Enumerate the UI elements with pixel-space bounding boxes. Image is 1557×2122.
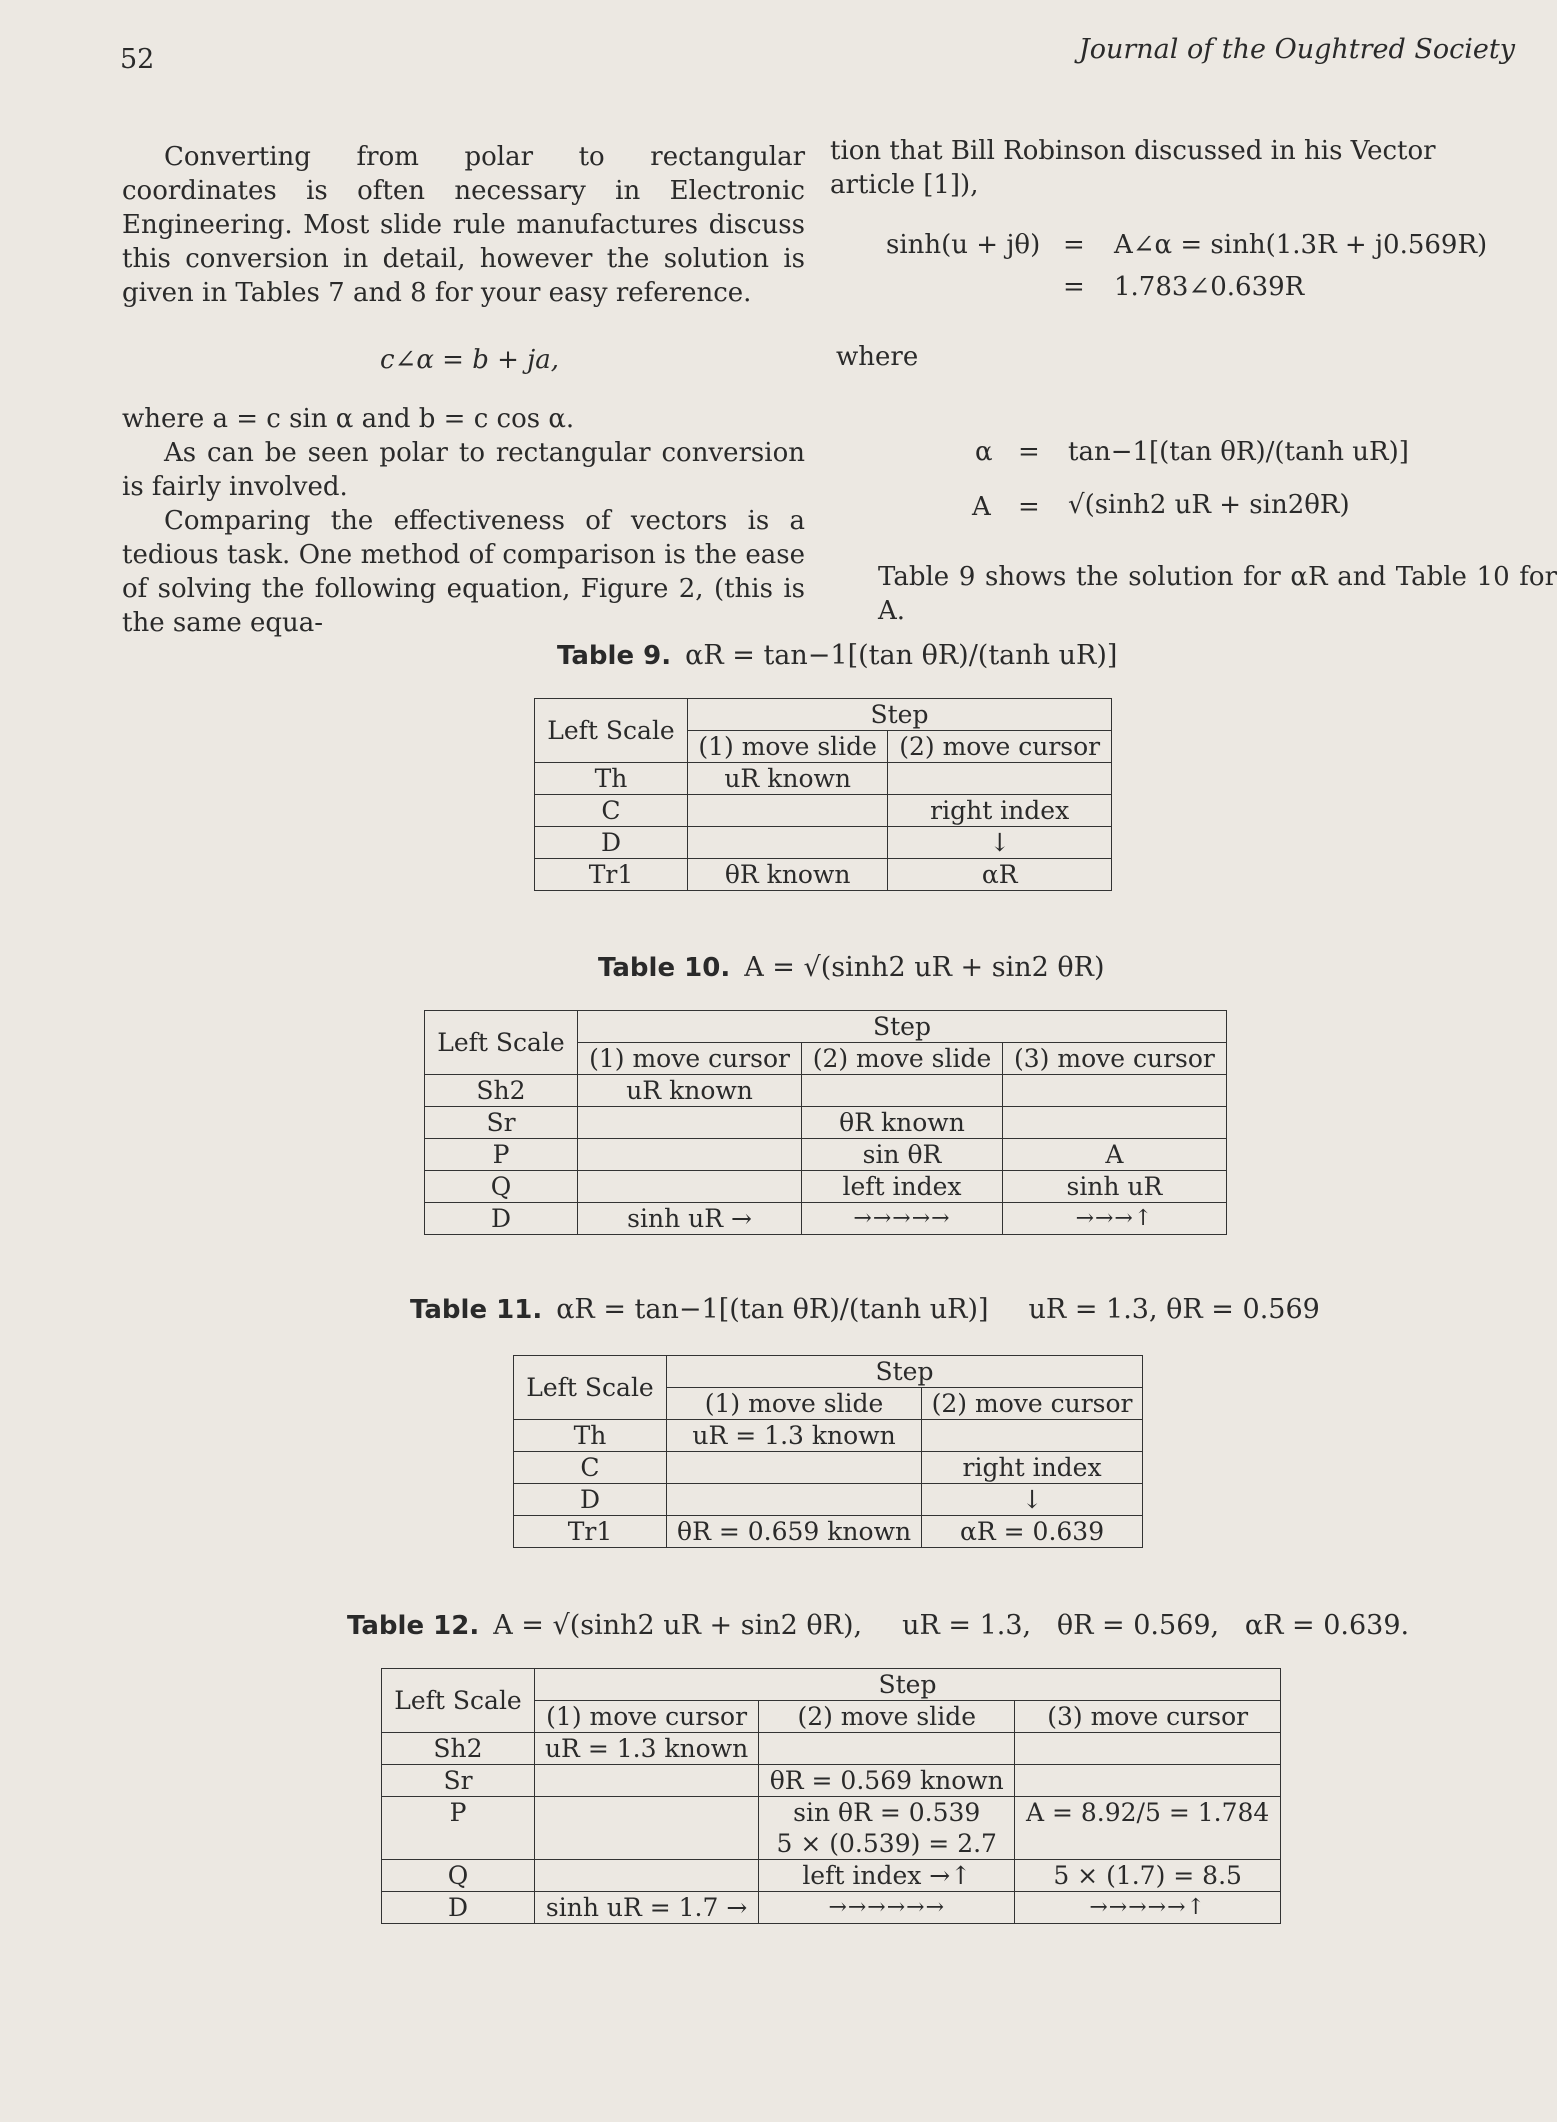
eq-sinh-eq1: =	[1063, 230, 1085, 260]
cell: A = 8.92/5 = 1.784	[1015, 1797, 1281, 1860]
cell: sinh uR →	[578, 1203, 802, 1235]
cell	[1002, 1075, 1226, 1107]
eq-A-eq: =	[1018, 492, 1040, 522]
cell: sin θR	[802, 1139, 1003, 1171]
table12-label: Table 12.	[347, 1611, 480, 1641]
cell	[1015, 1765, 1281, 1797]
table9-step-header: Step	[688, 699, 1112, 731]
table10-col3: (3) move cursor	[1002, 1043, 1226, 1075]
cell: D	[535, 827, 688, 859]
cell	[667, 1452, 922, 1484]
table10-col2: (2) move slide	[802, 1043, 1003, 1075]
table10-step-header: Step	[578, 1011, 1227, 1043]
cell: θR known	[688, 859, 888, 891]
table-row	[382, 1765, 1281, 1797]
cell: uR known	[578, 1075, 802, 1107]
cell	[759, 1733, 1015, 1765]
table12-caption	[347, 1610, 1409, 1641]
cell: D	[514, 1484, 667, 1516]
right-para-1: tion that Bill Robinson discussed in his Vector article [1]),	[830, 136, 1436, 200]
cell: left index	[802, 1171, 1003, 1203]
cell: Tr1	[514, 1516, 667, 1548]
cell	[578, 1107, 802, 1139]
table12-left-scale-header: Left Scale	[382, 1669, 535, 1733]
table11-params: uR = 1.3, θR = 0.569	[1028, 1294, 1320, 1325]
table12	[381, 1668, 1281, 1924]
table10	[424, 1010, 1227, 1235]
table11-col1: (1) move slide	[667, 1388, 922, 1420]
table-row	[535, 827, 1112, 859]
journal-title: Journal of the Oughtred Society	[1078, 34, 1515, 65]
table11	[513, 1355, 1143, 1548]
cell	[535, 1797, 759, 1860]
table9	[534, 698, 1112, 891]
page-number: 52	[120, 44, 155, 75]
table-row	[382, 1733, 1281, 1765]
eq-sinh-lhs: sinh(u + jθ)	[886, 230, 1041, 260]
cell: Q	[382, 1860, 535, 1892]
cell: right index	[888, 795, 1112, 827]
right-where: where	[836, 342, 919, 372]
cell: θR = 0.569 known	[759, 1765, 1015, 1797]
cell: 5 × (0.539) = 2.7	[759, 1828, 1015, 1860]
table11-left-scale-header: Left Scale	[514, 1356, 667, 1420]
cell: sinh uR	[1002, 1171, 1226, 1203]
table11-label: Table 11.	[410, 1295, 543, 1325]
cell: P	[382, 1797, 535, 1860]
cell: 5 × (1.7) = 8.5	[1015, 1860, 1281, 1892]
table10-col1: (1) move cursor	[578, 1043, 802, 1075]
eq-alpha-rhs: tan−1[(tan θR)/(tanh uR)]	[1068, 437, 1409, 467]
table-row	[514, 1420, 1143, 1452]
table-row	[425, 1075, 1227, 1107]
left-column-lower	[122, 402, 805, 640]
table-row	[535, 859, 1112, 891]
cell	[888, 763, 1112, 795]
eq-alpha-lhs: α	[975, 437, 993, 467]
cell: C	[514, 1452, 667, 1484]
left-para-1: Converting from polar to rectangular coordinates is often necessary in Electronic Engineering. Most slide rule manufactures discuss this conversion in detail, however the solution is given in Tables 7 and 8 for your easy reference.	[122, 142, 805, 308]
cell: Tr1	[535, 859, 688, 891]
table10-caption	[598, 952, 1105, 983]
cell: θR known	[802, 1107, 1003, 1139]
cell: uR = 1.3 known	[535, 1733, 759, 1765]
eq-sinh-rhs1: A∠α = sinh(1.3R + j0.569R)	[1114, 230, 1488, 260]
table12-step-header: Step	[535, 1669, 1281, 1701]
table9-formula: αR = tan−1[(tan θR)/(tanh uR)]	[685, 640, 1118, 671]
cell: D	[425, 1203, 578, 1235]
cell	[802, 1075, 1003, 1107]
cell: →→→→→↑	[1015, 1892, 1281, 1924]
cell	[688, 827, 888, 859]
table12-col3: (3) move cursor	[1015, 1701, 1281, 1733]
cell	[578, 1171, 802, 1203]
equation-polar: c∠α = b + ja,	[380, 345, 560, 375]
cell: Th	[514, 1420, 667, 1452]
cell: left index →↑	[759, 1860, 1015, 1892]
eq-A-lhs: A	[972, 492, 991, 522]
cell	[667, 1484, 922, 1516]
cell	[1002, 1107, 1226, 1139]
left-para-3: Comparing the effectiveness of vectors is a tedious task. One method of comparison is the ease of solving the following equation, Figure 2, (this is the same equa-	[122, 506, 805, 638]
left-para-2: As can be seen polar to rectangular conversion is fairly involved.	[122, 438, 805, 502]
cell: ↓	[922, 1484, 1143, 1516]
cell	[1015, 1733, 1281, 1765]
table12-params: uR = 1.3, θR = 0.569, αR = 0.639.	[902, 1610, 1410, 1641]
cell: Q	[425, 1171, 578, 1203]
cell: sinh uR = 1.7 →	[535, 1892, 759, 1924]
cell: ↓	[888, 827, 1112, 859]
table10-formula: A = √(sinh2 uR + sin2 θR)	[744, 952, 1105, 983]
cell: A	[1002, 1139, 1226, 1171]
table-row	[425, 1171, 1227, 1203]
table-row	[514, 1516, 1143, 1548]
cell	[922, 1420, 1143, 1452]
cell: Th	[535, 763, 688, 795]
table12-col1: (1) move cursor	[535, 1701, 759, 1733]
cell: αR	[888, 859, 1112, 891]
eq-alpha-eq: =	[1018, 437, 1040, 467]
table-row	[382, 1860, 1281, 1892]
cell: αR = 0.639	[922, 1516, 1143, 1548]
cell	[535, 1860, 759, 1892]
table11-col2: (2) move cursor	[922, 1388, 1143, 1420]
table-row	[425, 1139, 1227, 1171]
cell: →→→→→	[802, 1203, 1003, 1235]
cell: Sh2	[425, 1075, 578, 1107]
table9-col2: (2) move cursor	[888, 731, 1112, 763]
table11-step-header: Step	[667, 1356, 1143, 1388]
right-para-2: Table 9 shows the solution for αR and Table 10 for A.	[878, 562, 1557, 626]
eq-sinh-rhs2: 1.783∠0.639R	[1114, 272, 1305, 302]
table-row	[535, 795, 1112, 827]
cell	[688, 795, 888, 827]
cell: Sh2	[382, 1733, 535, 1765]
table-row	[425, 1203, 1227, 1235]
table-row	[425, 1107, 1227, 1139]
left-column	[122, 140, 805, 310]
table-row	[535, 763, 1112, 795]
table9-label: Table 9.	[557, 641, 672, 671]
cell: →→→↑	[1002, 1203, 1226, 1235]
table10-left-scale-header: Left Scale	[425, 1011, 578, 1075]
cell: C	[535, 795, 688, 827]
cell: →→→→→→	[759, 1892, 1015, 1924]
table12-col2: (2) move slide	[759, 1701, 1015, 1733]
cell: P	[425, 1139, 578, 1171]
table9-col1: (1) move slide	[688, 731, 888, 763]
cell: right index	[922, 1452, 1143, 1484]
cell: D	[382, 1892, 535, 1924]
table11-caption	[410, 1294, 1320, 1325]
cell: sin θR = 0.539	[759, 1797, 1015, 1829]
eq-A-rhs: √(sinh2 uR + sin2θR)	[1068, 490, 1350, 520]
cell: uR known	[688, 763, 888, 795]
table-row	[514, 1484, 1143, 1516]
table11-formula: αR = tan−1[(tan θR)/(tanh uR)]	[556, 1294, 989, 1325]
table-row	[382, 1797, 1281, 1829]
table9-left-scale-header: Left Scale	[535, 699, 688, 763]
cell: Sr	[425, 1107, 578, 1139]
eq-sinh-eq2: =	[1063, 272, 1085, 302]
table-row	[514, 1452, 1143, 1484]
table-row	[382, 1892, 1281, 1924]
where-line: where a = c sin α and b = c cos α.	[122, 404, 575, 434]
cell: Sr	[382, 1765, 535, 1797]
cell	[578, 1139, 802, 1171]
table10-label: Table 10.	[598, 953, 731, 983]
table9-caption	[557, 640, 1117, 671]
table12-formula: A = √(sinh2 uR + sin2 θR),	[493, 1610, 863, 1641]
cell: uR = 1.3 known	[667, 1420, 922, 1452]
cell: θR = 0.659 known	[667, 1516, 922, 1548]
cell	[535, 1765, 759, 1797]
